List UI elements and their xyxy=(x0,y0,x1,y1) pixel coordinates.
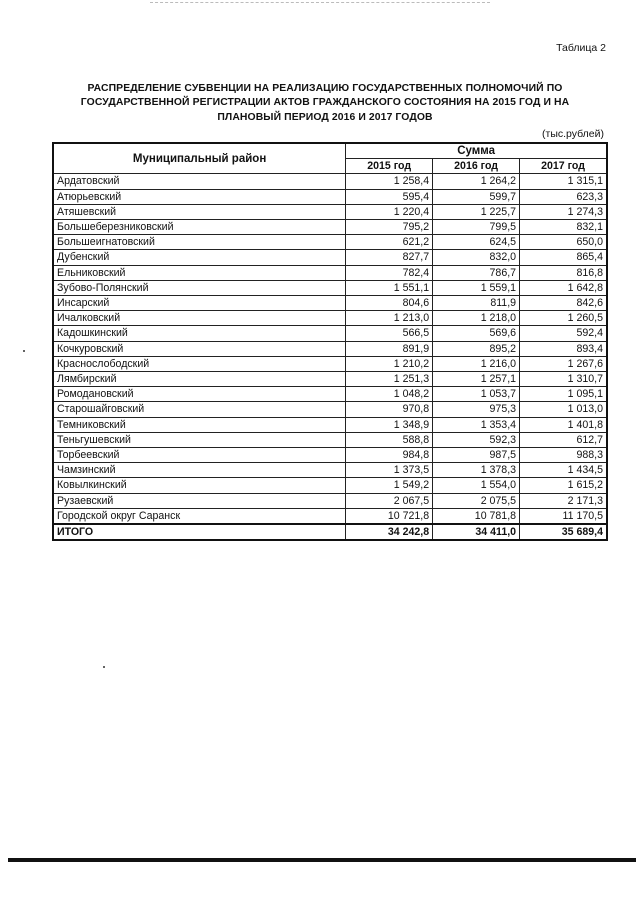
amount-2015: 795,2 xyxy=(346,220,433,235)
amount-2016: 2 075,5 xyxy=(433,493,520,508)
amount-2017: 1 434,5 xyxy=(520,463,607,478)
district-name: Темниковский xyxy=(53,417,346,432)
district-name: Инсарский xyxy=(53,296,346,311)
amount-2017: 1 267,6 xyxy=(520,356,607,371)
amount-2017: 865,4 xyxy=(520,250,607,265)
table-row xyxy=(53,448,607,463)
amount-2017: 1 615,2 xyxy=(520,478,607,493)
units-label: (тыс.рублей) xyxy=(542,128,604,140)
amount-2016: 569,6 xyxy=(433,326,520,341)
subvention-table xyxy=(52,142,608,541)
amount-2017: 988,3 xyxy=(520,448,607,463)
amount-2017: 623,3 xyxy=(520,189,607,204)
district-name: Городской округ Саранск xyxy=(53,508,346,524)
district-name: Краснослободский xyxy=(53,356,346,371)
amount-2015: 1 213,0 xyxy=(346,311,433,326)
amount-2015: 1 220,4 xyxy=(346,204,433,219)
column-header-2016: 2016 год xyxy=(433,159,520,174)
amount-2016: 786,7 xyxy=(433,265,520,280)
title-line: ГОСУДАРСТВЕННОЙ РЕГИСТРАЦИИ АКТОВ ГРАЖДАНСКОГО СОСТОЯНИЯ НА 2015 ГОД И НА xyxy=(80,97,570,109)
table-total-row xyxy=(53,524,607,540)
amount-2016: 592,3 xyxy=(433,432,520,447)
amount-2015: 621,2 xyxy=(346,235,433,250)
column-header-2015: 2015 год xyxy=(346,159,433,174)
district-name: Зубово-Полянский xyxy=(53,280,346,295)
scan-speck xyxy=(23,350,25,352)
table-row xyxy=(53,296,607,311)
amount-2015: 1 251,3 xyxy=(346,372,433,387)
district-name: Большеберезниковский xyxy=(53,220,346,235)
amount-2015: 1 048,2 xyxy=(346,387,433,402)
district-name: Ельниковский xyxy=(53,265,346,280)
amount-2015: 588,8 xyxy=(346,432,433,447)
amount-2015: 827,7 xyxy=(346,250,433,265)
table-row xyxy=(53,341,607,356)
amount-2015: 984,8 xyxy=(346,448,433,463)
amount-2015: 970,8 xyxy=(346,402,433,417)
amount-2017: 816,8 xyxy=(520,265,607,280)
amount-2017: 832,1 xyxy=(520,220,607,235)
amount-2017: 1 642,8 xyxy=(520,280,607,295)
document-title xyxy=(60,82,590,125)
table-row xyxy=(53,432,607,447)
district-name: Ковылкинский xyxy=(53,478,346,493)
table-row xyxy=(53,508,607,524)
amount-2015: 1 348,9 xyxy=(346,417,433,432)
amount-2016: 895,2 xyxy=(433,341,520,356)
amount-2017: 1 095,1 xyxy=(520,387,607,402)
table-row xyxy=(53,356,607,371)
amount-2016: 1 353,4 xyxy=(433,417,520,432)
amount-2016: 987,5 xyxy=(433,448,520,463)
district-name: Атюрьевский xyxy=(53,189,346,204)
district-name: Атяшевский xyxy=(53,204,346,219)
table-row xyxy=(53,311,607,326)
amount-2015: 1 210,2 xyxy=(346,356,433,371)
amount-2016: 1 378,3 xyxy=(433,463,520,478)
amount-2015: 34 242,8 xyxy=(346,524,433,540)
amount-2015: 1 373,5 xyxy=(346,463,433,478)
title-line: ПЛАНОВЫЙ ПЕРИОД 2016 И 2017 ГОДОВ xyxy=(217,111,433,123)
amount-2016: 811,9 xyxy=(433,296,520,311)
amount-2016: 975,3 xyxy=(433,402,520,417)
table-row xyxy=(53,493,607,508)
scan-edge-mark xyxy=(150,2,490,3)
amount-2017: 1 013,0 xyxy=(520,402,607,417)
district-name: Лямбирский xyxy=(53,372,346,387)
column-header-2017: 2017 год xyxy=(520,159,607,174)
amount-2015: 1 549,2 xyxy=(346,478,433,493)
table-row xyxy=(53,250,607,265)
table-row xyxy=(53,235,607,250)
amount-2016: 10 781,8 xyxy=(433,508,520,524)
table-row xyxy=(53,280,607,295)
table-row xyxy=(53,174,607,189)
amount-2015: 2 067,5 xyxy=(346,493,433,508)
table-row xyxy=(53,417,607,432)
district-name: Чамзинский xyxy=(53,463,346,478)
amount-2017: 35 689,4 xyxy=(520,524,607,540)
district-name: Дубенский xyxy=(53,250,346,265)
amount-2015: 782,4 xyxy=(346,265,433,280)
amount-2015: 595,4 xyxy=(346,189,433,204)
amount-2017: 612,7 xyxy=(520,432,607,447)
table-row xyxy=(53,204,607,219)
district-name: Ромодановский xyxy=(53,387,346,402)
amount-2016: 1 559,1 xyxy=(433,280,520,295)
bottom-border-line xyxy=(8,858,636,862)
amount-2017: 1 401,8 xyxy=(520,417,607,432)
district-name: Ардатовский xyxy=(53,174,346,189)
amount-2016: 1 216,0 xyxy=(433,356,520,371)
amount-2016: 1 225,7 xyxy=(433,204,520,219)
amount-2016: 1 053,7 xyxy=(433,387,520,402)
amount-2015: 566,5 xyxy=(346,326,433,341)
amount-2017: 2 171,3 xyxy=(520,493,607,508)
table-row xyxy=(53,402,607,417)
column-header-district: Муниципальный район xyxy=(53,143,346,174)
amount-2017: 1 274,3 xyxy=(520,204,607,219)
table-row xyxy=(53,189,607,204)
scan-speck xyxy=(103,666,105,668)
table-row xyxy=(53,265,607,280)
amount-2016: 34 411,0 xyxy=(433,524,520,540)
table-row xyxy=(53,220,607,235)
amount-2017: 842,6 xyxy=(520,296,607,311)
total-label: ИТОГО xyxy=(53,524,346,540)
amount-2017: 1 260,5 xyxy=(520,311,607,326)
table-row xyxy=(53,372,607,387)
amount-2015: 1 258,4 xyxy=(346,174,433,189)
title-line: РАСПРЕДЕЛЕНИЕ СУБВЕНЦИИ НА РЕАЛИЗАЦИЮ ГОСУДАРСТВЕННЫХ ПОЛНОМОЧИЙ ПО xyxy=(87,83,563,94)
district-name: Кадошкинский xyxy=(53,326,346,341)
amount-2016: 1 264,2 xyxy=(433,174,520,189)
table-row xyxy=(53,326,607,341)
amount-2016: 1 554,0 xyxy=(433,478,520,493)
table-row xyxy=(53,463,607,478)
district-name: Торбеевский xyxy=(53,448,346,463)
amount-2016: 599,7 xyxy=(433,189,520,204)
amount-2016: 1 218,0 xyxy=(433,311,520,326)
district-name: Старошайговский xyxy=(53,402,346,417)
amount-2016: 799,5 xyxy=(433,220,520,235)
district-name: Ичалковский xyxy=(53,311,346,326)
district-name: Большеигнатовский xyxy=(53,235,346,250)
amount-2017: 893,4 xyxy=(520,341,607,356)
amount-2016: 624,5 xyxy=(433,235,520,250)
amount-2015: 1 551,1 xyxy=(346,280,433,295)
amount-2015: 891,9 xyxy=(346,341,433,356)
amount-2017: 650,0 xyxy=(520,235,607,250)
amount-2016: 832,0 xyxy=(433,250,520,265)
table-row xyxy=(53,387,607,402)
amount-2017: 592,4 xyxy=(520,326,607,341)
column-header-sum: Сумма xyxy=(346,143,607,159)
district-name: Теньгушевский xyxy=(53,432,346,447)
district-name: Кочкуровский xyxy=(53,341,346,356)
amount-2017: 11 170,5 xyxy=(520,508,607,524)
amount-2017: 1 315,1 xyxy=(520,174,607,189)
district-name: Рузаевский xyxy=(53,493,346,508)
amount-2017: 1 310,7 xyxy=(520,372,607,387)
table-number-label: Таблица 2 xyxy=(556,42,606,54)
amount-2015: 10 721,8 xyxy=(346,508,433,524)
amount-2016: 1 257,1 xyxy=(433,372,520,387)
table-body xyxy=(53,174,607,540)
table-row xyxy=(53,478,607,493)
amount-2015: 804,6 xyxy=(346,296,433,311)
